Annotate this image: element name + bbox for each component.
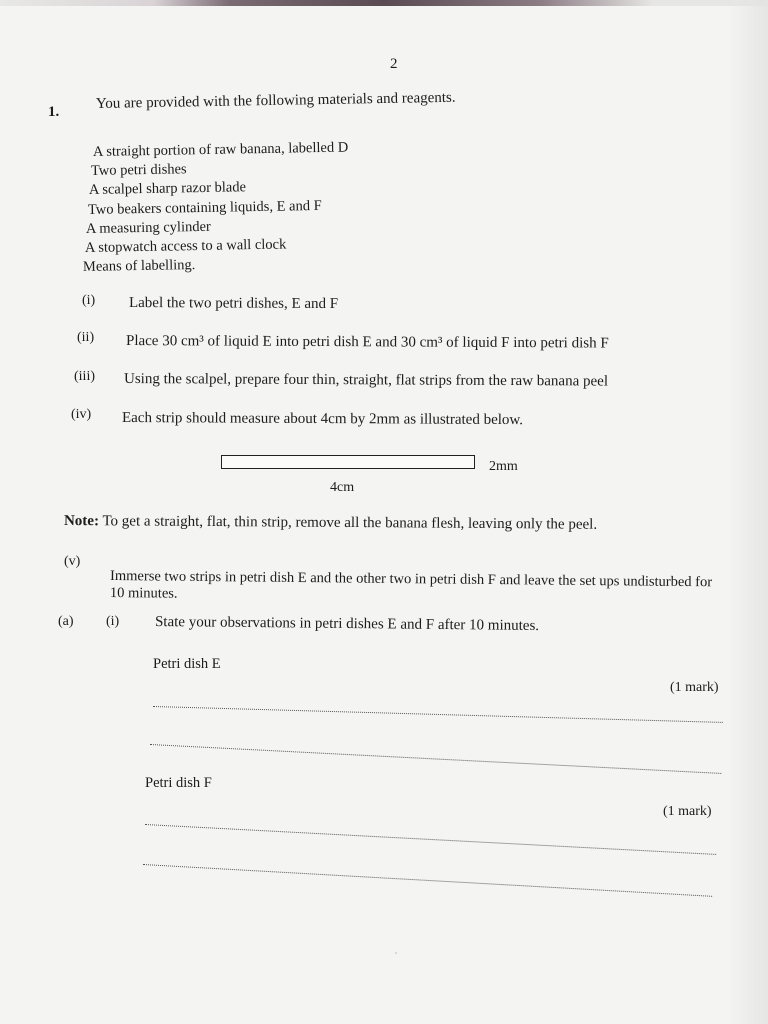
step-text: Each strip should measure about 4cm by 2mm as illustrated below. — [121, 410, 524, 429]
step-text: Immerse two strips in petri dish E and the other two in petri dish F and leave the set ups undisturbed for 10 minutes. — [109, 568, 713, 602]
question-number: 1. — [48, 104, 60, 120]
strip-width-label: 2mm — [489, 459, 518, 474]
answer-line[interactable] — [153, 706, 723, 723]
answer-line[interactable] — [143, 864, 712, 897]
part-a-sub-label: (i) — [106, 614, 120, 629]
step-text: Place 30 cm³ of liquid E into petri dish E and 30 cm³ of liquid F into petri dish F — [125, 333, 609, 352]
material-item: A stopwatch access to a wall clock — [84, 236, 287, 256]
material-item: A measuring cylinder — [85, 218, 211, 237]
material-item: Two petri dishes — [90, 161, 187, 179]
petri-dish-e-marks: (1 mark) — [670, 680, 719, 695]
petri-dish-f-label: Petri dish F — [145, 775, 212, 791]
step-number: (v) — [64, 554, 81, 569]
part-a-question: State your observations in petri dishes E and F after 10 minutes. — [154, 614, 540, 635]
note-text: To get a straight, flat, thin strip, remove all the banana flesh, leaving only the peel. — [102, 513, 598, 533]
part-a-label: (a) — [58, 614, 74, 629]
answer-line[interactable] — [150, 744, 721, 774]
step-number: (ii) — [77, 330, 95, 345]
material-item: A straight portion of raw banana, labelled D — [92, 139, 349, 160]
strip-length-label: 4cm — [330, 480, 355, 495]
question-intro: You are provided with the following materials and reagents. — [95, 89, 456, 112]
step-text: Using the scalpel, prepare four thin, straight, flat strips from the raw banana peel — [123, 371, 609, 390]
step-number: (iii) — [74, 369, 95, 384]
material-item: A scalpel sharp razor blade — [88, 179, 247, 198]
material-item: Means of labelling. — [82, 257, 196, 275]
paper-speck — [395, 952, 397, 954]
material-item: Two beakers containing liquids, E and F — [87, 197, 322, 218]
note-label: Note: — [63, 513, 100, 530]
step-text: Label the two petri dishes, E and F — [128, 295, 339, 313]
note — [64, 513, 597, 534]
answer-line[interactable] — [145, 824, 716, 855]
step-number: (i) — [82, 293, 96, 308]
petri-dish-f-marks: (1 mark) — [663, 804, 712, 819]
step-number: (iv) — [71, 407, 92, 422]
banana-strip-diagram — [221, 455, 475, 469]
page-number: 2 — [390, 56, 398, 72]
petri-dish-e-label: Petri dish E — [153, 656, 221, 672]
